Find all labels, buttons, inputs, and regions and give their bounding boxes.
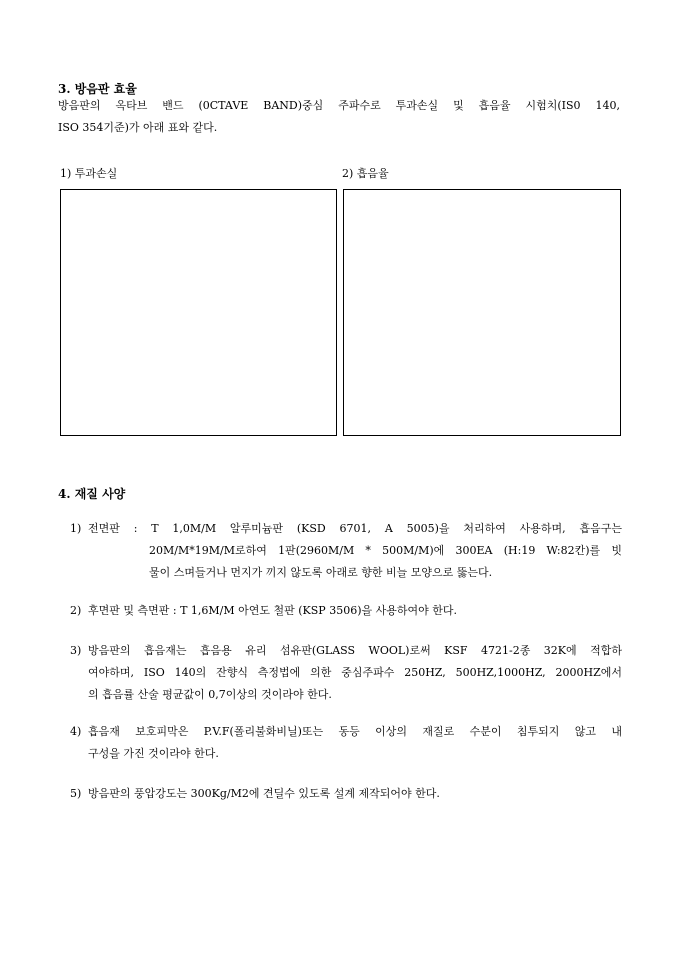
- spec-item-1-line-1: 전면판 : T 1,0M/M 알루미늄판 (KSD 6701, A 5005)을 처리하여 사용하며, 흡음구는: [88, 522, 622, 535]
- spec-item-1-line-2: 20M/M*19M/M로하여 1판(2960M/M * 500M/M)에 300EA (H:19 W:82칸)를 빗: [149, 544, 622, 557]
- spec-item-1-number: 1): [70, 522, 82, 535]
- spec-item-4-number: 4): [70, 725, 82, 738]
- spec-item-5-line-1: 방음판의 풍압강도는 300Kg/M2에 견딜수 있도록 설계 제작되어야 한다.: [88, 787, 440, 800]
- section-3-intro: [58, 95, 620, 139]
- transmission-loss-figure-frame: [60, 189, 337, 436]
- spec-item-3-number: 3): [70, 644, 82, 657]
- spec-item-4: [70, 721, 622, 765]
- spec-item-2-line-1: 후면판 및 측면판 : T 1,6M/M 아연도 철판 (KSP 3506)을 사용하여야 한다.: [88, 604, 457, 617]
- spec-item-3-line-3: 의 흡음률 산술 평균값이 0,7이상의 것이라야 한다.: [88, 688, 332, 701]
- spec-item-3-line-1: 방음판의 흡음재는 흡음용 유리 섬유판(GLASS WOOL)로써 KSF 4721-2종 32K에 적합하: [88, 644, 622, 657]
- figure-2-label: 2) 흡음율: [342, 167, 389, 180]
- spec-item-2: [70, 600, 622, 622]
- spec-item-3: [70, 640, 622, 706]
- spec-item-4-line-1: 흡음재 보호피막은 P.V.F(폴리불화비닐)또는 동등 이상의 재질로 수분이 침투되지 않고 내: [88, 725, 622, 738]
- spec-item-1: [70, 518, 622, 584]
- section-3-intro-line-1: 방음판의 옥타브 밴드 (0CTAVE BAND)중심 주파수로 투과손실 및 흡음율 시험치(IS0 140,: [58, 99, 620, 112]
- spec-item-4-line-2: 구성을 가진 것이라야 한다.: [88, 747, 219, 760]
- absorption-rate-figure-frame: [343, 189, 621, 436]
- spec-item-5: [70, 783, 622, 805]
- spec-item-3-line-2: 여야하며, ISO 140의 잔향식 측정법에 의한 중심주파수 250HZ, 500HZ,1000HZ, 2000HZ에서: [88, 666, 622, 679]
- section-3-intro-line-2: ISO 354기준)가 아래 표와 같다.: [58, 121, 218, 134]
- spec-item-1-line-3: 물이 스며들거나 먼지가 끼지 않도록 아래로 향한 비늘 모양으로 뚫는다.: [149, 566, 493, 579]
- spec-item-2-number: 2): [70, 604, 82, 617]
- section-4-heading: 4. 재질 사양: [58, 487, 126, 501]
- spec-item-5-number: 5): [70, 787, 82, 800]
- figure-1-label: 1) 투과손실: [60, 167, 118, 180]
- section-3-heading: 3. 방음판 효율: [58, 82, 137, 96]
